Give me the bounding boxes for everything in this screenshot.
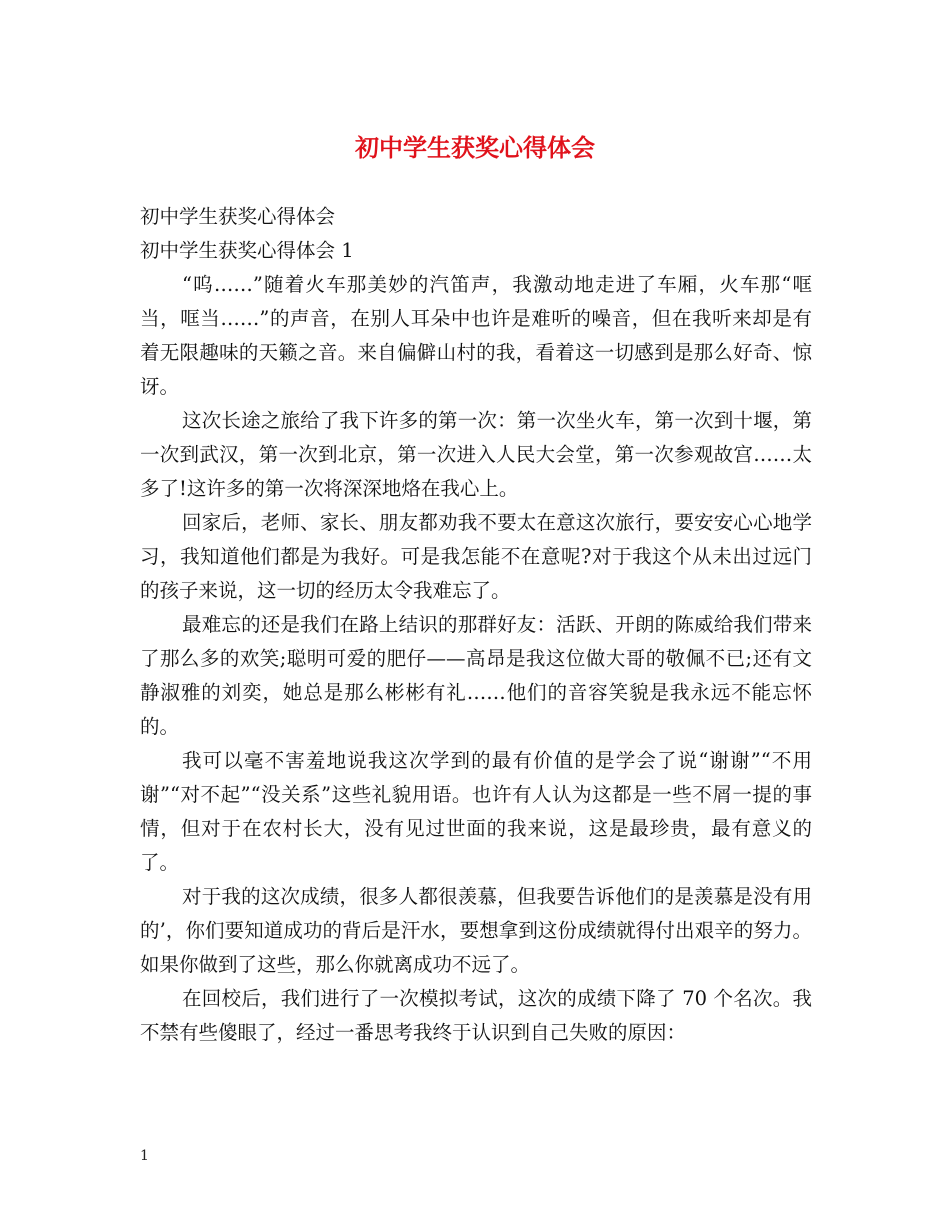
- paragraph: 在回校后，我们进行了一次模拟考试，这次的成绩下降了 70 个名次。我不禁有些傻眼了，经过一番思考我终于认识到自己失败的原因：: [140, 987, 812, 1044]
- paragraph: “呜……”随着火车那美妙的汽笛声，我激动地走进了车厢，火车那“哐当，哐当……”的声音，在别人耳朵中也许是难听的噪音，但在我听来却是有着无限趣味的天籁之音。来自偏僻山村的我，看着这一切感到是那么好奇、惊讶。: [140, 273, 812, 398]
- paragraph: 最难忘的还是我们在路上结识的那群好友：活跃、开朗的陈威给我们带来了那么多的欢笑;聪明可爱的肥仔——高昂是我这位做大哥的敬佩不已;还有文静淑雅的刘奕，她总是那么彬彬有礼……他们的音容笑貌是我永远不能忘怀的。: [140, 613, 812, 738]
- page-number: 1: [140, 1148, 149, 1164]
- paragraph: 这次长途之旅给了我下许多的第一次：第一次坐火车，第一次到十堰，第一次到武汉，第一次到北京，第一次进入人民大会堂，第一次参观故宫……太多了!这许多的第一次将深深地烙在我心上。: [140, 409, 812, 500]
- section-heading: 初中学生获奖心得体会: [140, 205, 336, 228]
- paragraph: 我可以毫不害羞地说我这次学到的最有价值的是学会了说“谢谢”“不用谢”“对不起”“没关系”这些礼貌用语。也许有人认为这都是一些不屑一提的事情，但对于在农村长大，没有见过世面的我来说，这是最珍贵，最有意义的了。: [140, 749, 812, 874]
- document-title: 初中学生获奖心得体会: [355, 133, 595, 162]
- document-body: [140, 200, 812, 1050]
- paragraph: 对于我的这次成绩，很多人都很羡慕，但我要告诉他们的是羡慕是没有用的’，你们要知道成功的背后是汗水，要想拿到这份成绩就得付出艰辛的努力。如果你做到了这些，那么你就离成功不远了。: [140, 885, 812, 976]
- subsection-heading: 初中学生获奖心得体会 1: [140, 239, 354, 262]
- paragraph: 回家后，老师、家长、朋友都劝我不要太在意这次旅行，要安安心心地学习，我知道他们都是为我好。可是我怎能不在意呢?对于我这个从未出过远门的孩子来说，这一切的经历太令我难忘了。: [140, 511, 812, 602]
